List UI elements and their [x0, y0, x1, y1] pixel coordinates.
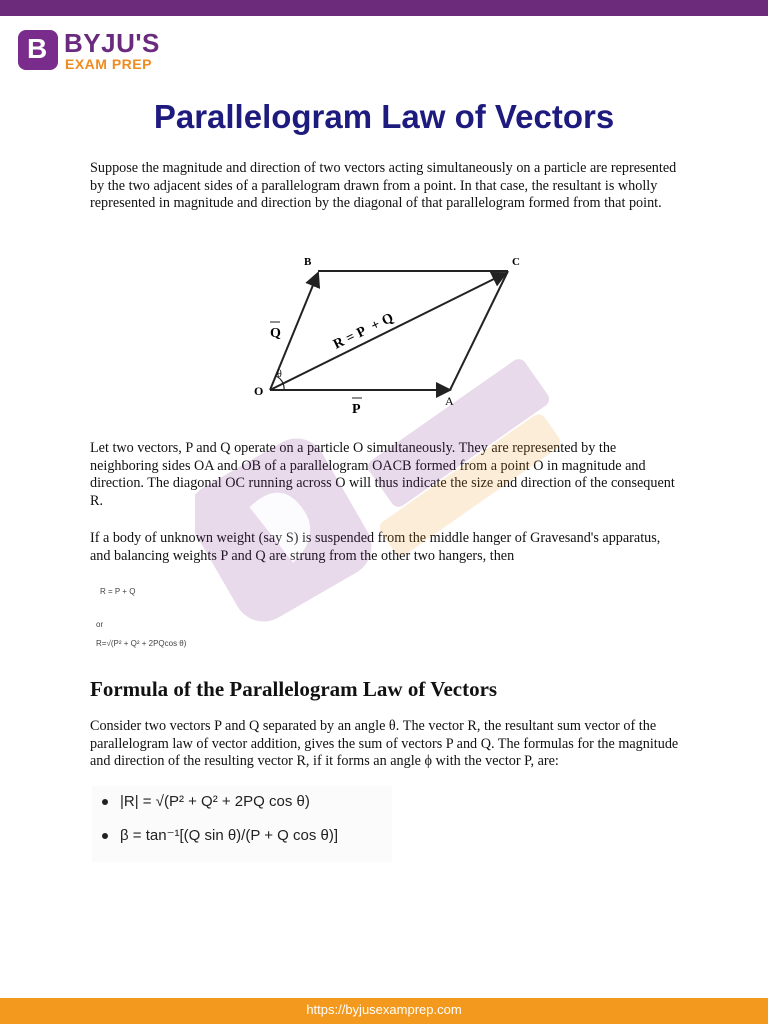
- label-O: O: [254, 384, 264, 398]
- vector-label-P: P: [352, 402, 361, 417]
- section-heading: Formula of the Parallelogram Law of Vectors: [90, 677, 498, 701]
- parallelogram-diagram: [240, 245, 540, 420]
- formula-magnitude: [102, 792, 310, 812]
- label-C: C: [512, 256, 520, 268]
- label-theta: θ: [277, 369, 282, 380]
- formula-list: [92, 786, 392, 862]
- plus-sign: +: [368, 317, 383, 335]
- formula-direction-text: β = tan⁻¹[(Q sin θ)/(P + Q cos θ)]: [120, 827, 339, 844]
- bullet-icon: [102, 799, 108, 805]
- formula-paragraph: Consider two vectors P and Q separated by an angle θ. The vector R, the resultant sum vector of the parallelogram law of vector addition, gives the sum of vectors P and Q. The formulas for the magnitude and direction of the resulting vector R, if it forms an angle ϕ with the vector P, are:: [90, 718, 679, 769]
- formula-line-1: R = P + Q: [100, 587, 136, 596]
- bullet-icon: [102, 833, 108, 839]
- logo-letter: B: [27, 33, 48, 64]
- footer-link[interactable]: https://byjusexamprep.com: [306, 1002, 462, 1017]
- side-AC: [450, 271, 508, 390]
- label-A: A: [445, 394, 454, 408]
- formula-magnitude-text: |R| = √(P² + Q² + 2PQ cos θ): [120, 793, 310, 810]
- vector-label-P-2: P: [354, 323, 369, 342]
- label-B: B: [304, 256, 312, 268]
- top-bar: [0, 0, 768, 16]
- brand-subtitle: EXAM PREP: [65, 56, 152, 72]
- page-title: Parallelogram Law of Vectors: [153, 98, 615, 135]
- footer-bar: [0, 998, 768, 1024]
- formula-line-2: R=√(P² + Q² + 2PQcos θ): [96, 639, 187, 648]
- vector-label-Q-2: Q: [379, 310, 397, 329]
- brand-name: BYJU'S: [64, 28, 160, 58]
- explanation-paragraph: Let two vectors, P and Q operate on a particle O simultaneously. They are represented by the neighboring sides OA and OB of a parallelogram OACB formed from a point O in magnitude and direction. The diagonal OC running across O will thus indicate the size and direction of the consequent R.: [90, 440, 675, 509]
- equals-sign: =: [343, 329, 358, 347]
- vector-label-R: R: [331, 334, 347, 353]
- gravesand-paragraph: If a body of unknown weight (say S) is suspended from the middle hanger of Gravesand's apparatus, and balancing weights P and Q are strung from the other two hangers, then: [90, 530, 661, 564]
- intro-paragraph: Suppose the magnitude and direction of two vectors acting simultaneously on a particle are represented by the two adjacent sides of a parallelogram drawn from a point. In that case, the resultant is wholly represented in magnitude and direction by the diagonal of that parallelogram formed from that point.: [90, 160, 677, 211]
- formula-or: or: [96, 620, 104, 629]
- brand-logo[interactable]: [18, 30, 178, 74]
- vector-label-Q: Q: [270, 326, 281, 341]
- diagonal-OC: [270, 273, 506, 390]
- formula-direction: [102, 826, 338, 846]
- logo-badge: [18, 30, 58, 70]
